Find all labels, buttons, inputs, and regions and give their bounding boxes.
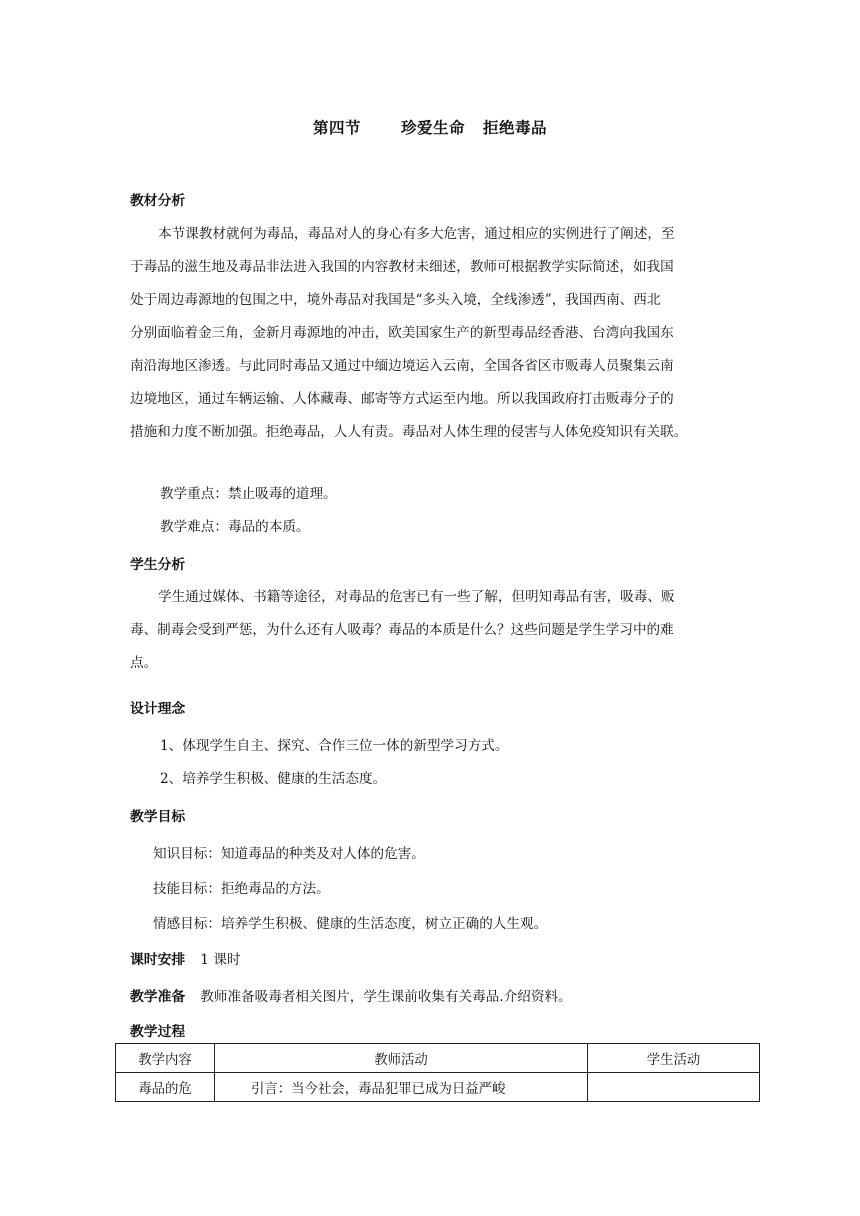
header-teacher: 教师活动: [215, 1044, 588, 1073]
cell-content: 毒品的危: [116, 1073, 215, 1102]
preparation-line: [130, 985, 572, 1005]
text-line: 处于周边毒源地的包围之中，境外毒品对我国是“多头入境，全线渗透”，我国西南、西北: [130, 292, 661, 308]
text-line: 点。: [130, 655, 158, 671]
text-line: 学生通过媒体、书籍等途径，对毒品的危害已有一些了解，但明知毒品有害，吸毒、贩: [158, 589, 675, 605]
design-item: 1、体现学生自主、探究、合作三位一体的新型学习方式。: [160, 738, 509, 754]
table-row: [116, 1073, 760, 1102]
goal-item: 技能目标：拒绝毒品的方法。: [153, 881, 330, 897]
text-line: 本节课教材就何为毒品，毒品对人的身心有多大危害，通过相应的实例进行了阐述，至: [158, 226, 675, 242]
student-analysis-heading: 学生分析: [130, 557, 186, 573]
schedule-line: [130, 948, 240, 968]
key-point: 教学重点：禁止吸毒的道理。: [160, 486, 337, 502]
cell-student: [588, 1073, 760, 1102]
header-content: 教学内容: [116, 1044, 215, 1073]
text-line: 毒、制毒会受到严惩，为什么还有人吸毒？毒品的本质是什么？这些问题是学生学习中的难: [130, 622, 674, 638]
text-line: 南沿海地区渗透。与此同时毒品又通过中缅边境运入云南，全国各省区市贩毒人员聚集云南: [130, 358, 674, 374]
page-title: [0, 116, 860, 138]
goal-item: 知识目标：知道毒品的种类及对人体的危害。: [153, 846, 425, 862]
goal-item: 情感目标：培养学生积极、健康的生活态度，树立正确的人生观。: [153, 916, 548, 932]
table-header-row: [116, 1044, 760, 1073]
design-concept-heading: 设计理念: [130, 701, 186, 717]
text-line: 分别面临着金三角，金新月毒源地的冲击，欧美国家生产的新型毒品经香港、台湾向我国东: [130, 325, 674, 341]
header-student: 学生活动: [588, 1044, 760, 1073]
schedule-label: 课时安排: [130, 952, 186, 968]
teaching-goals-heading: 教学目标: [130, 809, 186, 825]
preparation-value: 教师准备吸毒者相关图片，学生课前收集有关毒品.介绍资料。: [200, 989, 572, 1005]
text-line: 于毒品的滋生地及毒品非法进入我国的内容教材未细述，教师可根据教学实际简述，如我国: [130, 259, 674, 275]
process-table: [115, 1043, 760, 1102]
difficult-point: 教学难点：毒品的本质。: [160, 519, 310, 535]
schedule-value: 1 课时: [200, 952, 241, 968]
title-part1: 珍爱生命: [400, 119, 465, 137]
student-analysis-paragraph: [130, 581, 732, 680]
design-item: 2、培养学生积极、健康的生活态度。: [160, 771, 387, 787]
title-section: 第四节: [312, 119, 361, 137]
cell-teacher: 引言：当今社会，毒品犯罪已成为日益严峻: [215, 1073, 588, 1102]
text-line: 措施和力度不断加强。拒绝毒品，人人有责。毒品对人体生理的侵害与人体免疫知识有关联。: [130, 424, 688, 440]
process-heading: 教学过程: [130, 1024, 186, 1040]
title-part2: 拒绝毒品: [483, 119, 548, 137]
textbook-analysis-heading: 教材分析: [130, 193, 186, 209]
text-line: 边境地区，通过车辆运输、人体藏毒、邮寄等方式运至内地。所以我国政府打击贩毒分子的: [130, 391, 674, 407]
textbook-analysis-paragraph: [130, 218, 732, 449]
preparation-label: 教学准备: [130, 989, 186, 1005]
